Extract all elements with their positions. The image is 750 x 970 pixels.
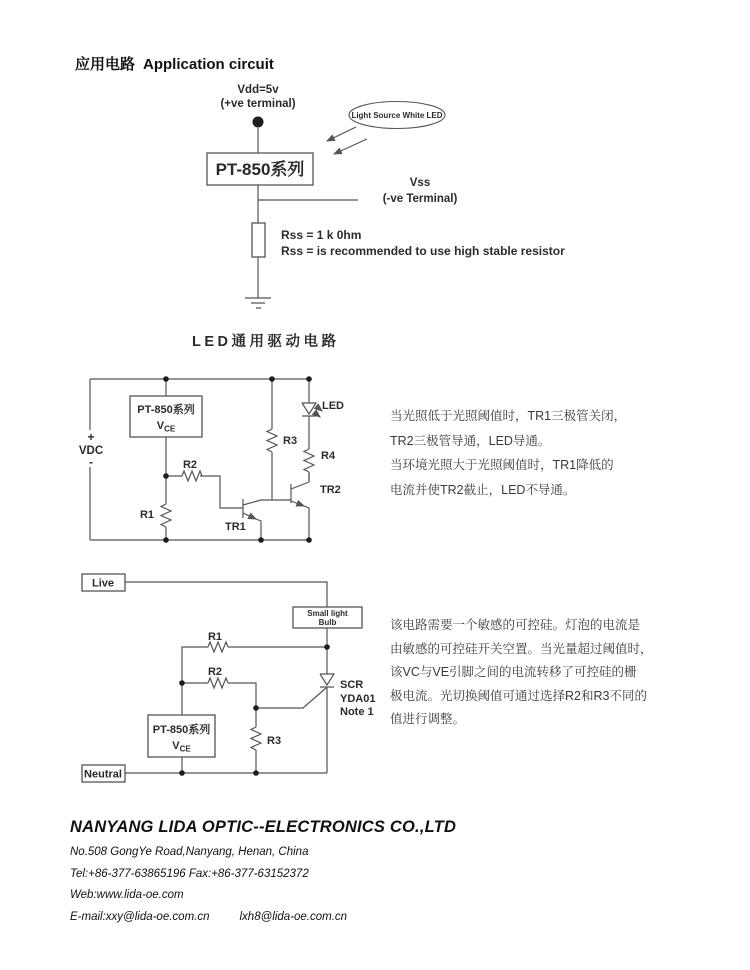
sensor-device (148, 715, 215, 773)
scr-note-label: Note 1 (340, 706, 374, 718)
tr1-label: TR1 (225, 521, 246, 533)
company-phone: Tel:+86-377-63865196 Fax:+86-377-63152372 (70, 867, 309, 880)
description-line: 该电路需要一个敏感的可控硅。灯泡的电流是 (390, 618, 641, 632)
transistor-tr2 (291, 472, 341, 540)
page-title (75, 53, 274, 74)
device-label: PT-850系列 (215, 160, 305, 179)
resistor-r1 (140, 476, 171, 540)
r1-label: R1 (139, 509, 155, 521)
supply-plus: + (87, 430, 95, 444)
email-primary: E-mail:xxy@lida-oe.com.cn (70, 910, 210, 923)
r3-label: R3 (283, 435, 298, 447)
resistor-r3 (251, 708, 281, 773)
transistor-tr1 (225, 499, 291, 540)
device-vce-label: $V_{CE}$ (172, 740, 191, 754)
rss-line2: Rss = is recommended to use high stable resistor (281, 244, 565, 258)
device-vce-label: $V_{CE}$ (156, 420, 176, 434)
tr2-label: TR2 (320, 484, 341, 496)
resistor-r2 (182, 666, 256, 708)
description-line: 值进行调整。 (390, 712, 466, 726)
company-address: No.508 GongYe Road,Nanyang, Henan, China (70, 846, 309, 858)
company-email (70, 911, 456, 923)
live-terminal (82, 574, 327, 607)
r2-label: R2 (207, 666, 223, 678)
rss-resistor (252, 223, 565, 298)
page-title-en: Application circuit (143, 56, 274, 73)
resistor-r3 (267, 379, 297, 500)
r2-label: R2 (182, 459, 198, 471)
vdd-node (253, 117, 264, 128)
page-title-zh: 应用电路 (75, 56, 136, 73)
bulb-label-line2: Bulb (318, 618, 337, 627)
device-label: PT-850系列 (152, 724, 211, 736)
r3-label: R3 (267, 735, 282, 747)
section-title-led-driver: LED通用驱动电路 (192, 334, 340, 350)
supply-vdc: VDC (78, 445, 104, 457)
description-line: 当环境光照大于光照阈值时，TR1降低的 (390, 458, 614, 472)
description-line: 该VC与VE引脚之间的电流转移了可控硅的栅 (390, 665, 637, 679)
company-web: Web:www.lida-oe.com (70, 889, 184, 901)
light-ray-arrow (327, 127, 356, 141)
light-source-callout (327, 102, 445, 155)
scr-symbol (256, 674, 375, 773)
description-line: 电流并使TR2截止，LED不导通。 (390, 482, 576, 497)
ground-symbol (245, 298, 271, 308)
vdd-label: Vdd=5v (237, 84, 279, 96)
email-secondary: lxh8@lida-oe.com.cn (239, 910, 348, 923)
application-circuit-diagram (70, 80, 565, 320)
description-line: 极电流。光切换阈值可通过选择R2和R3不同的 (390, 688, 647, 703)
r4-label: R4 (321, 450, 336, 462)
sensor-device (207, 128, 313, 185)
scr-bulb-circuit-diagram (75, 565, 375, 790)
light-source-label: Light Source White LED (351, 111, 443, 120)
scr-part-label: YDA01 (340, 693, 376, 705)
light-ray-arrow (334, 139, 367, 154)
neutral-label: Neutral (84, 768, 122, 781)
scr-circuit-description (390, 614, 728, 732)
bulb-label-line1: Small light (307, 609, 348, 618)
led-label: LED (322, 400, 344, 412)
led-driver-description (390, 404, 728, 502)
resistor-r2 (166, 459, 243, 508)
company-name: NANYANG LIDA OPTIC--ELECTRONICS CO.,LTD (70, 818, 457, 836)
company-footer (70, 818, 456, 932)
led-symbol (302, 379, 344, 449)
resistor-r1 (182, 631, 327, 715)
led-driver-circuit-diagram (75, 372, 355, 552)
live-label: Live (91, 577, 115, 590)
supply-minus: - (89, 455, 93, 469)
description-line: TR2三极管导通，LED导通。 (390, 433, 551, 448)
small-light-bulb (293, 607, 362, 674)
neutral-terminal (82, 765, 327, 782)
device-label: PT-850系列 (137, 404, 195, 416)
r1-label: R1 (207, 631, 223, 643)
vss-label: Vss (409, 177, 431, 189)
vss-sub-label: (-ve Terminal) (382, 193, 458, 205)
description-line: 由敏感的可控硅开关空置。当光量超过阈值时， (390, 641, 653, 656)
description-line: 当光照低于光照阈值时，TR1三极管关闭， (390, 409, 627, 423)
vdd-sub-label: (+ve terminal) (220, 98, 296, 110)
vdd-terminal (220, 84, 295, 128)
rss-line1: Rss = 1 k 0hm (281, 228, 362, 242)
scr-label: SCR (340, 679, 364, 691)
